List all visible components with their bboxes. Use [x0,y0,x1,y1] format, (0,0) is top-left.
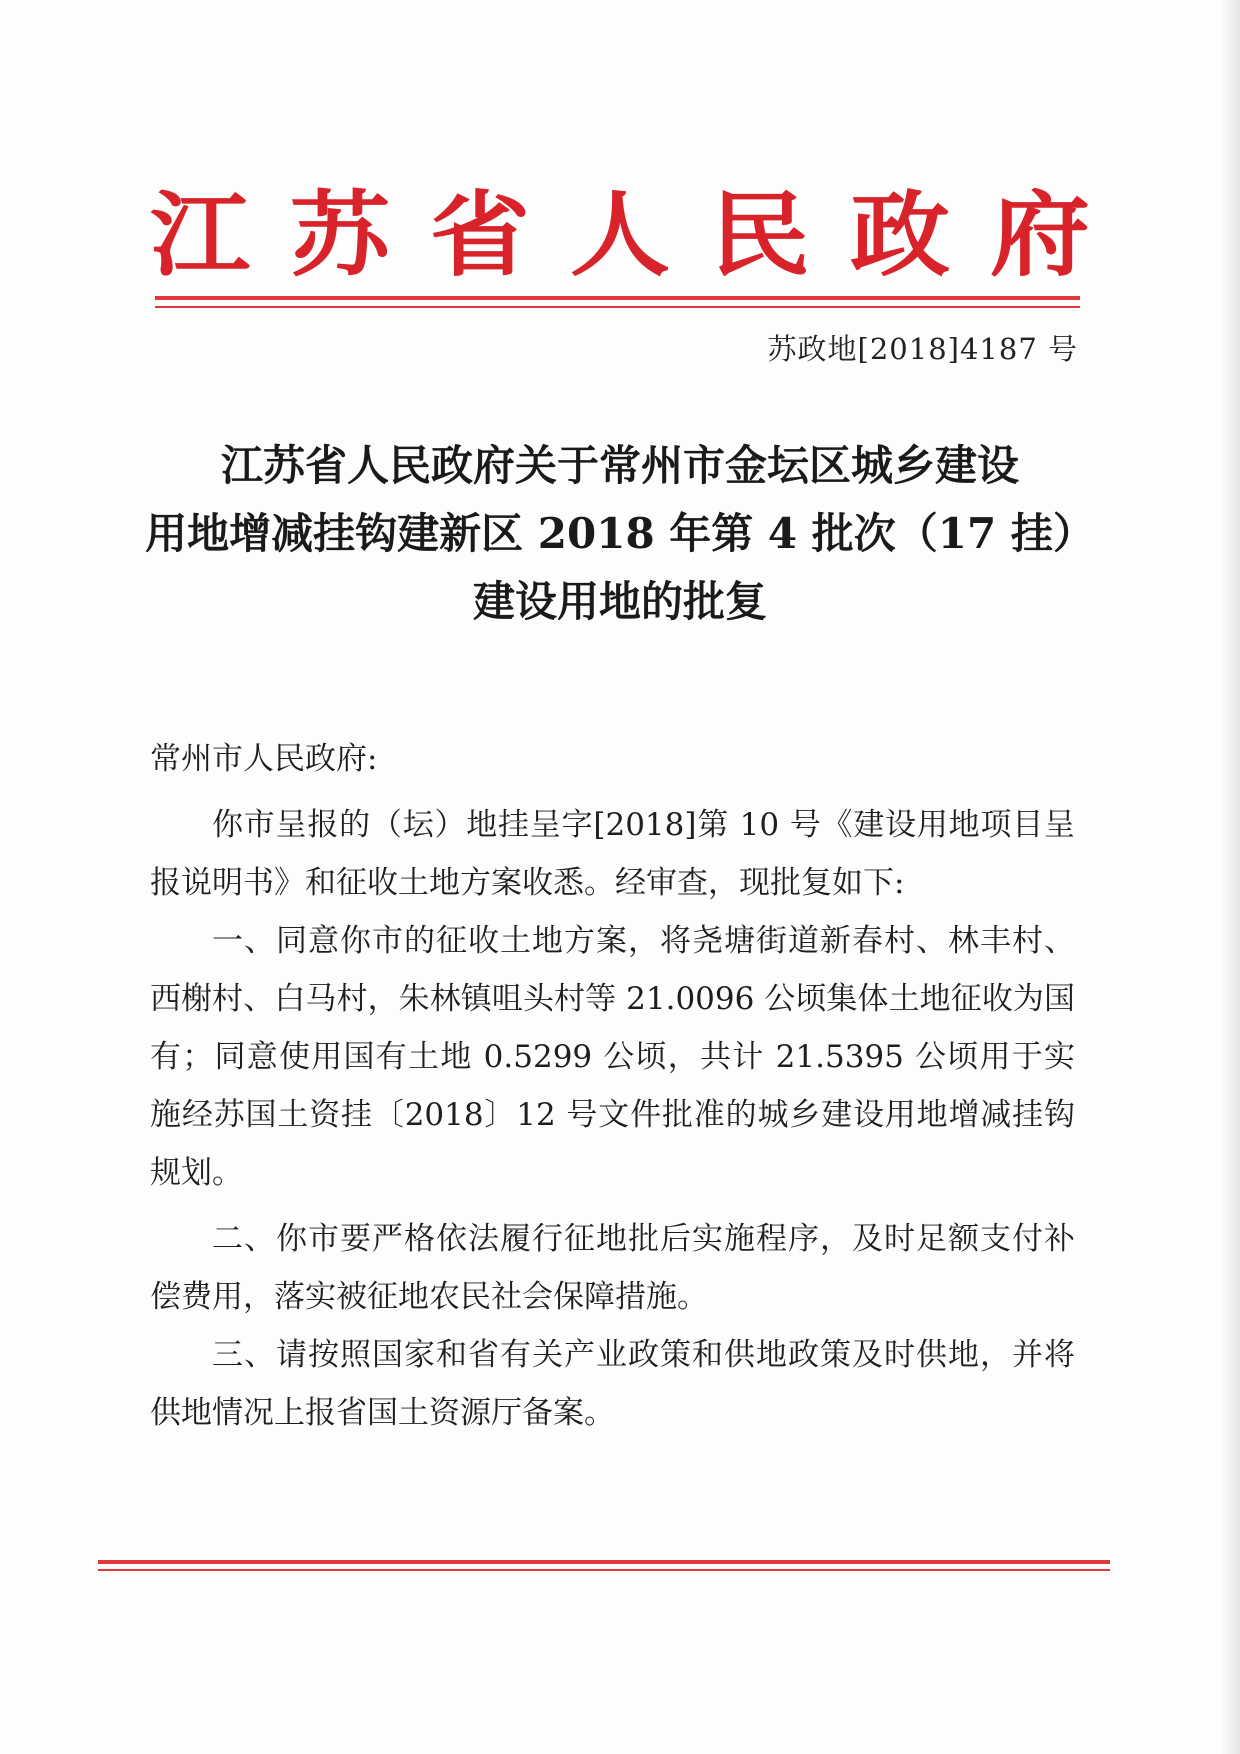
paragraph-intro: 你市呈报的（坛）地挂呈字[2018]第 10 号《建设用地项目呈报说明书》和征收土地方案收悉。经审查，现批复如下: [150,807,1075,901]
document-number: 苏政地[2018]4187 号 [767,332,1078,366]
authority-char-6: 政 [850,180,950,290]
heading-line-2: 用地增减挂钩建新区 2018 年第 4 批次（17 挂） [145,509,1095,558]
paragraph-item-two: 二、你市要严格依法履行征地批后实施程序，及时足额支付补偿费用，落实被征地农民社会保障措施。 [150,1221,1075,1315]
footer-red-rule [98,1560,1110,1564]
footer-red-rule-thin [98,1569,1110,1571]
paragraph-item-one: 一、同意你市的征收土地方案，将尧塘街道新春村、林丰村、西榭村、白马村，朱林镇咀头村等 21.0096 公顷集体土地征收为国有；同意使用国有土地 0.5299 公顷，共计 21.5395 公顷用于实施经苏国土资挂〔2018〕12 号文件批准的城乡建设用地增减挂钩规划。 [150,923,1075,1191]
authority-char-1: 江 [150,180,250,290]
heading-line-1: 江苏省人民政府关于常州市金坛区城乡建设 [220,441,1019,490]
document-heading [130,432,1110,636]
issuing-authority-title [150,165,1090,305]
header-red-rule [155,296,1080,300]
authority-char-5: 民 [710,180,810,290]
authority-char-7: 府 [990,180,1090,290]
document-body [150,730,1075,1442]
authority-char-2: 苏 [290,180,390,290]
header-red-rule-thin [155,306,1080,308]
authority-char-4: 人 [570,180,670,290]
heading-line-3: 建设用地的批复 [472,577,767,626]
paragraph-item-three: 三、请按照国家和省有关产业政策和供地政策及时供地，并将供地情况上报省国土资源厅备案。 [150,1337,1075,1431]
authority-char-3: 省 [430,180,530,290]
scan-edge-shadow [1218,0,1240,1754]
salutation: 常州市人民政府: [150,741,378,777]
